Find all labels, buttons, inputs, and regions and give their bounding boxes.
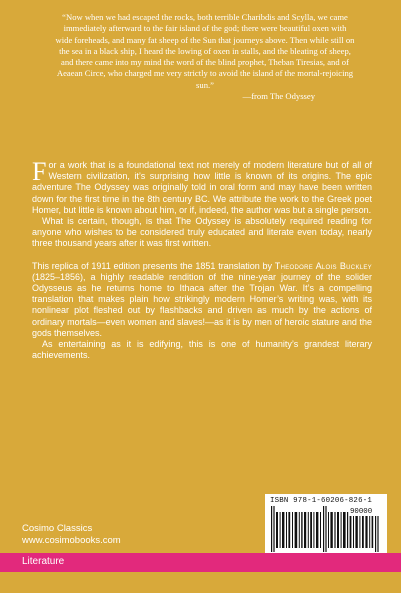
- isbn: ISBN 978-1-60206-826-1: [270, 497, 372, 505]
- description-paragraph-1: For a work that is a foundational text not merely of modern literature but of all of Western civilization, it’s surprising how little is known of its origins. The epic adventure The Odyssey was originally told in oral form and may have been written down for the first time in the 8th century BC. We attribute the work to the Greek poet Homer, but little is known about him, or if, indeed, the author was but a single person.: [32, 157, 372, 215]
- publisher-name: Cosimo Classics: [22, 523, 93, 534]
- epigraph-quote: “Now when we had escaped the rocks, both terrible Charibdis and Scylla, we came immediately afterward to the fair island of the god; there were beautiful oxen with wide foreheads, and many fat sheep of the Sun that journeys above. Then while still on the sea in a black ship, I heard the lowing of oxen in stalls, and the bleating of sheep, and there came into my mind the word of the blind prophet, Theban Tiresias, and of Aeaean Circe, who charged me very strictly to avoid the island of the mortal-rejoicing sun.”: [55, 12, 355, 90]
- translator-name: Theodore Alois Buckley: [274, 260, 372, 271]
- epigraph-attribution: —from The Odyssey: [242, 91, 315, 102]
- bottom-strip: [0, 572, 401, 593]
- translation-intro: This replica of 1911 edition presents the 1851 translation by: [32, 260, 275, 271]
- price-code: 90000: [350, 508, 373, 516]
- description: [32, 157, 372, 361]
- publisher-url: www.cosimobooks.com: [22, 535, 121, 546]
- category-label: Literature: [22, 556, 65, 567]
- description-paragraph-3: [32, 261, 372, 339]
- epigraph: [55, 12, 355, 102]
- description-paragraph-2: What is certain, though, is that The Odyssey is absolutely required reading for anyone who wishes to be considered truly educated and literate even today, nearly three thousand years after it was first written.: [32, 216, 372, 249]
- description-paragraph-4: As entertaining as it is edifying, this is one of humanity’s grandest literary achievements.: [32, 339, 372, 361]
- publisher-info: [22, 523, 121, 547]
- translation-details: (1825–1856), a highly readable rendition of the nine-year journey of the solider Odysseus as he returns home to Ithaca after the Trojan War. It’s a compelling translation that makes plain how strikingly modern Homer’s writing was, with its nonlinear plot fleshed out by flashbacks and driven as much by the actions of ordinary mortals—even women and slaves!—as it is by men of heroic stature and the gods themselves.: [32, 271, 372, 338]
